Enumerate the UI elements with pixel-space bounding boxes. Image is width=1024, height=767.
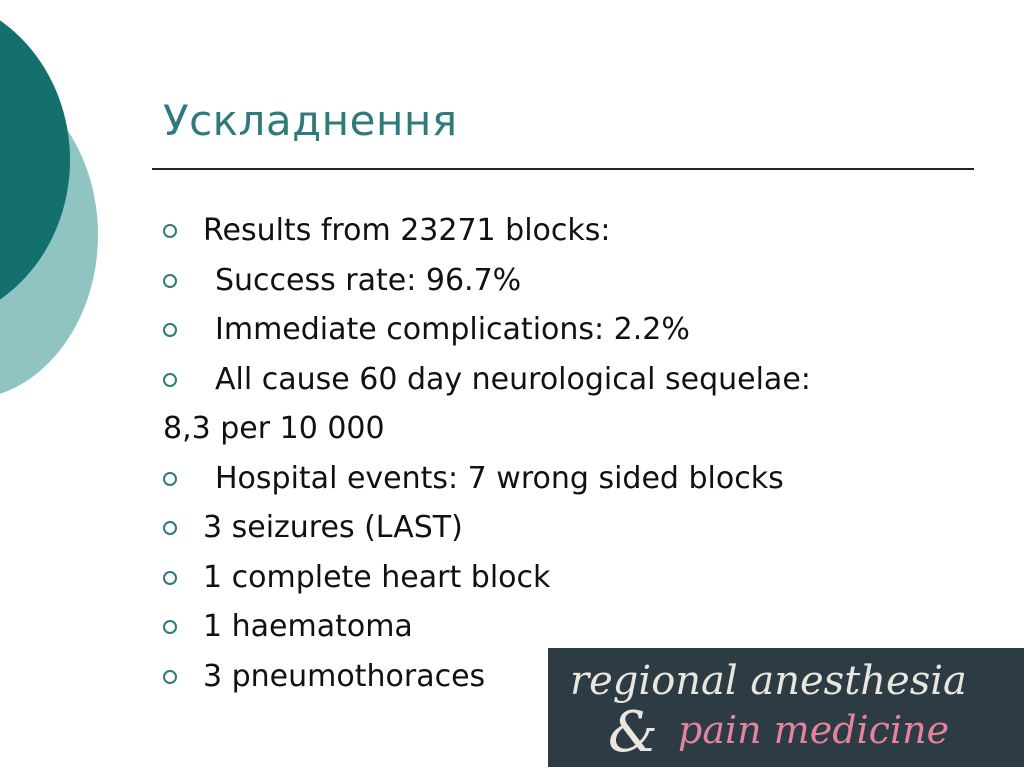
circle-bullet-icon [163, 472, 177, 486]
circle-bullet-icon [163, 521, 177, 535]
list-item [163, 553, 983, 603]
list-item-text: 3 seizures (LAST) [203, 510, 463, 545]
bullet-list [163, 206, 983, 701]
slide-title: Ускладнення [163, 96, 458, 145]
list-item [163, 355, 983, 405]
list-item-text: All cause 60 day neurological sequelae: [215, 361, 811, 397]
list-item [163, 503, 983, 553]
journal-logo [548, 648, 1024, 767]
list-item-text: Immediate complications: 2.2% [215, 312, 690, 347]
list-item-continuation [163, 404, 983, 454]
list-item-text: Success rate: 96.7% [215, 262, 522, 298]
title-divider [152, 168, 974, 170]
circle-bullet-icon [163, 620, 177, 634]
circle-bullet-icon [163, 274, 177, 288]
list-item-text: 1 complete heart block [203, 559, 551, 595]
logo-text-regional-anesthesia: regional anesthesia [570, 658, 967, 704]
list-item-text: Hospital events: 7 wrong sided blocks [215, 460, 784, 496]
logo-text-pain-medicine: pain medicine [678, 708, 950, 752]
list-item-text: 3 pneumothoraces [203, 658, 486, 694]
circle-bullet-icon [163, 670, 177, 684]
logo-ampersand: & [608, 700, 658, 765]
circle-bullet-icon [163, 323, 177, 337]
list-item [163, 256, 983, 306]
circle-bullet-icon [163, 571, 177, 585]
list-item [163, 454, 983, 504]
circle-bullet-icon [163, 373, 177, 387]
list-item-text: Results from 23271 blocks: [203, 213, 611, 248]
list-item [163, 305, 983, 355]
circle-bullet-icon [163, 224, 177, 238]
list-item [163, 602, 983, 652]
list-item [163, 206, 983, 256]
list-item-text: 8,3 per 10 000 [163, 411, 385, 446]
list-item-text: 1 haematoma [203, 609, 413, 644]
